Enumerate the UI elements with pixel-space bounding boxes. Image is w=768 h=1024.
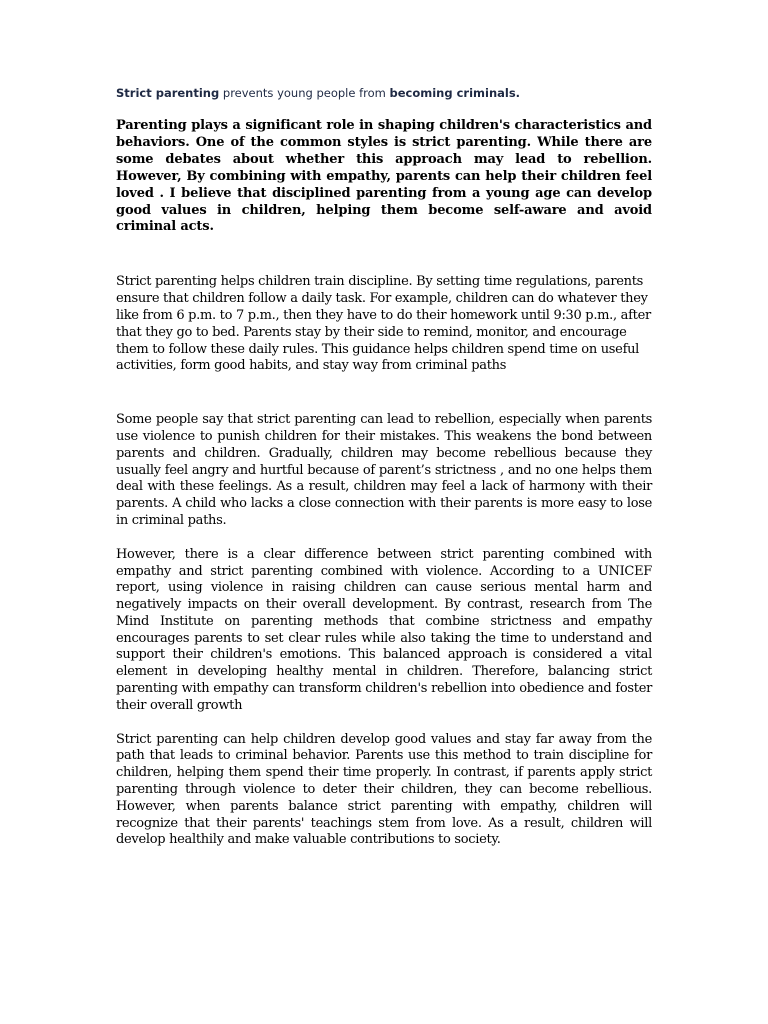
conclusion-paragraph: Strict parenting can help children develop good values and stay far away from the path that leads to criminal behavior. Parents use this method to train discipline for children, helping them spend their time properly. In contrast, if parents apply strict parenting through violence to deter their children, they can become rebellious. However, when parents balance strict parenting with empathy, children will recognize that their parents' teachings stem from love. As a result, children will develop healthily and make valuable contributions to society. — [116, 731, 652, 848]
body-paragraph-discipline: Strict parenting helps children train discipline. By setting time regulations, parents ensure that children follow a daily task. For example, children can do whatever they like from 6 p.m. to 7 p.m., then they have to do their homework until 9:30 p.m., after that they go to bed. Parents stay by their side to remind, monitor, and encourage them to follow these daily rules. This guidance helps children spend time on useful activities, form good habits, and stay way from criminal paths — [116, 274, 651, 374]
essay-title — [116, 86, 652, 101]
body-paragraph-rebellion: Some people say that strict parenting can lead to rebellion, especially when parents use violence to punish children for their mistakes. This weakens the bond between parents and children. Gradually, children may become rebellious because they usually feel angry and hurtful because of parent’s strictness , and no one helps them deal with these feelings. As a result, children may feel a lack of harmony with their parents. A child who lacks a close connection with their parents is more easy to lose in criminal paths. — [116, 412, 652, 528]
document-page — [116, 86, 652, 849]
title-part-strict-parenting: Strict parenting — [116, 86, 220, 100]
body-paragraph-empathy: However, there is a clear difference between strict parenting combined with empathy and strict parenting combined with violence. According to a UNICEF report, using violence in raising children can cause serious mental harm and negatively impacts on their overall development. By contrast, research from The Mind Institute on parenting methods that combine strictness and empathy encourages parents to set clear rules while also taking the time to understand and support their children's emotions. This balanced approach is considered a vital element in developing healthy mental in children. Therefore, balancing strict parenting with empathy can transform children's rebellion into obedience and foster their overall growth — [116, 546, 652, 713]
intro-paragraph: Parenting plays a significant role in shaping children's characteristics and behaviors. One of the common styles is strict parenting. While there are some debates about whether this approach may lead to rebellion. However, By combining with empathy, parents can help their children feel loved . I believe that disciplined parenting from a young age can develop good values in children, helping them become self-aware and avoid criminal acts. — [116, 118, 652, 235]
title-part-middle: prevents young people from — [219, 86, 390, 100]
title-part-becoming-criminals: becoming criminals. — [389, 86, 521, 100]
